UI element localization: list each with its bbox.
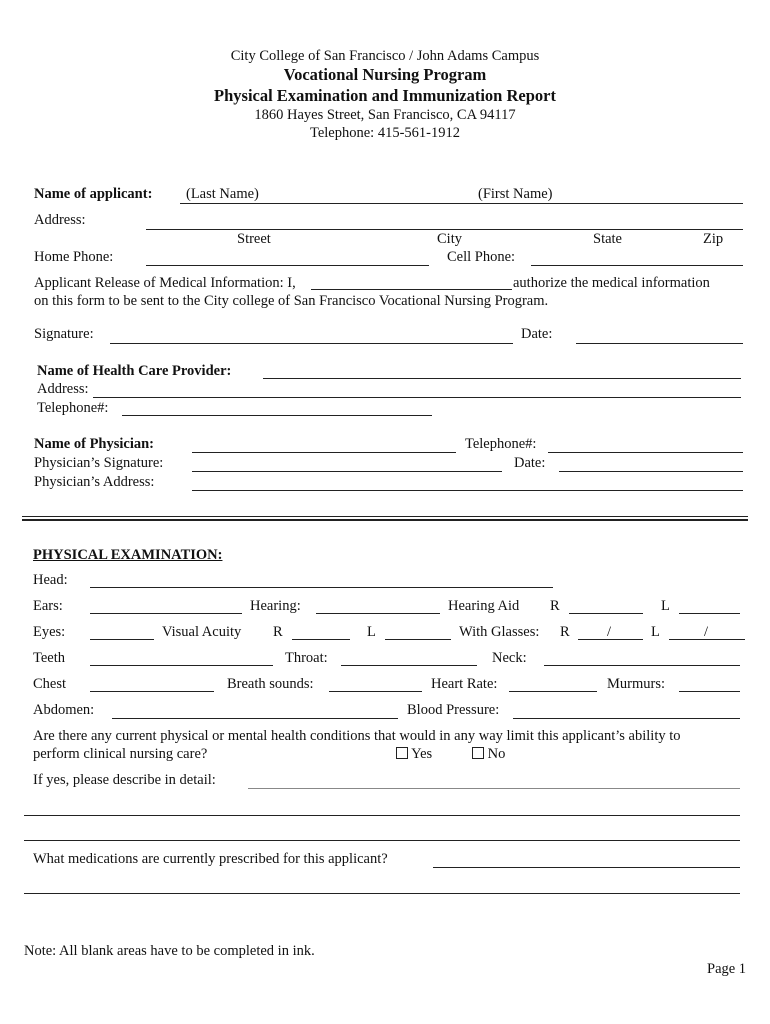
describe-field-line3[interactable]	[24, 840, 740, 841]
section-divider-top	[22, 516, 748, 517]
physician-signature-label: Physician’s Signature:	[34, 455, 164, 471]
describe-label: If yes, please describe in detail:	[33, 772, 216, 788]
visual-acuity-l-field[interactable]	[385, 639, 451, 640]
applicant-address-field[interactable]	[146, 229, 743, 230]
hearing-aid-r-label: R	[550, 598, 560, 614]
no-label: No	[487, 746, 506, 762]
breath-sounds-field[interactable]	[329, 691, 422, 692]
physician-name-label: Name of Physician:	[34, 436, 155, 452]
provider-address-field[interactable]	[93, 397, 741, 398]
zip-hint: Zip	[703, 231, 724, 247]
hearing-label: Hearing:	[250, 598, 301, 614]
applicant-name-label: Name of applicant:	[34, 186, 153, 202]
college-address: 1860 Hayes Street, San Francisco, CA 94117	[254, 107, 516, 123]
yes-label: Yes	[411, 746, 433, 762]
yes-option[interactable]	[396, 747, 432, 762]
medications-label: What medications are currently prescribed for this applicant?	[33, 851, 388, 867]
physician-signature-field[interactable]	[192, 471, 502, 472]
physician-name-field[interactable]	[192, 452, 456, 453]
abdomen-label: Abdomen:	[33, 702, 95, 718]
eyes-label: Eyes:	[33, 624, 66, 640]
throat-label: Throat:	[285, 650, 328, 666]
visual-acuity-r-field[interactable]	[292, 639, 350, 640]
describe-field-line1[interactable]	[248, 788, 740, 789]
heart-rate-field[interactable]	[509, 691, 597, 692]
physician-telephone-label: Telephone#:	[465, 436, 537, 452]
ears-label: Ears:	[33, 598, 63, 614]
footer-note: Note: All blank areas have to be completed in ink.	[24, 943, 315, 959]
signature-date-field[interactable]	[576, 343, 743, 344]
blood-pressure-field[interactable]	[513, 718, 740, 719]
with-glasses-l-label: L	[651, 624, 660, 640]
physician-date-label: Date:	[514, 455, 546, 471]
street-hint: Street	[237, 231, 271, 247]
medications-field-line1[interactable]	[433, 867, 740, 868]
teeth-field[interactable]	[90, 665, 273, 666]
college-telephone: Telephone: 415-561-1912	[310, 125, 460, 141]
head-field[interactable]	[90, 587, 553, 588]
report-title: Physical Examination and Immunization Report	[214, 86, 556, 105]
first-name-hint: (First Name)	[478, 186, 553, 202]
breath-sounds-label: Breath sounds:	[227, 676, 314, 692]
home-phone-field[interactable]	[146, 265, 429, 266]
physician-telephone-field[interactable]	[548, 452, 743, 453]
applicant-address-label: Address:	[34, 212, 86, 228]
provider-telephone-label: Telephone#:	[37, 400, 109, 416]
with-glasses-l-slash: /	[704, 624, 709, 640]
provider-name-label: Name of Health Care Provider:	[37, 363, 232, 379]
blood-pressure-label: Blood Pressure:	[407, 702, 500, 718]
no-option[interactable]	[472, 747, 505, 762]
visual-acuity-r-label: R	[273, 624, 283, 640]
physician-address-label: Physician’s Address:	[34, 474, 155, 490]
visual-acuity-label: Visual Acuity	[162, 624, 242, 640]
with-glasses-r-slash: /	[607, 624, 612, 640]
murmurs-field[interactable]	[679, 691, 740, 692]
physician-date-field[interactable]	[559, 471, 743, 472]
section-divider-bottom	[22, 519, 748, 521]
with-glasses-label: With Glasses:	[459, 624, 540, 640]
abdomen-field[interactable]	[112, 718, 398, 719]
heart-rate-label: Heart Rate:	[431, 676, 498, 692]
medications-field-line2[interactable]	[24, 893, 740, 894]
cell-phone-field[interactable]	[531, 265, 743, 266]
ears-field[interactable]	[90, 613, 242, 614]
release-text-line2: on this form to be sent to the City college of San Francisco Vocational Nursing Program.	[34, 293, 549, 309]
release-name-field[interactable]	[311, 289, 512, 290]
city-hint: City	[437, 231, 462, 247]
neck-field[interactable]	[544, 665, 740, 666]
page-number: Page 1	[707, 961, 747, 977]
chest-label: Chest	[33, 676, 67, 692]
murmurs-label: Murmurs:	[607, 676, 665, 692]
release-text-start: Applicant Release of Medical Information: I,	[34, 275, 296, 291]
signature-date-label: Date:	[521, 326, 553, 342]
chest-field[interactable]	[90, 691, 214, 692]
cell-phone-label: Cell Phone:	[447, 249, 516, 265]
signature-field[interactable]	[110, 343, 513, 344]
program-title: Vocational Nursing Program	[283, 65, 487, 84]
hearing-aid-l-label: L	[661, 598, 670, 614]
throat-field[interactable]	[341, 665, 477, 666]
physician-address-field[interactable]	[192, 490, 743, 491]
conditions-question-line2: perform clinical nursing care?	[33, 746, 208, 762]
applicant-name-field[interactable]	[180, 203, 743, 204]
college-name: City College of San Francisco / John Adams Campus	[230, 48, 540, 64]
release-text-end: authorize the medical information	[513, 275, 710, 291]
head-label: Head:	[33, 572, 68, 588]
exam-section-title: PHYSICAL EXAMINATION:	[33, 547, 223, 563]
hearing-aid-l-field[interactable]	[679, 613, 740, 614]
with-glasses-r-label: R	[560, 624, 570, 640]
hearing-aid-label: Hearing Aid	[448, 598, 520, 614]
no-checkbox[interactable]	[472, 747, 484, 759]
neck-label: Neck:	[492, 650, 527, 666]
hearing-field[interactable]	[316, 613, 440, 614]
provider-address-label: Address:	[37, 381, 89, 397]
last-name-hint: (Last Name)	[186, 186, 259, 202]
visual-acuity-l-label: L	[367, 624, 376, 640]
provider-telephone-field[interactable]	[122, 415, 432, 416]
home-phone-label: Home Phone:	[34, 249, 114, 265]
yes-checkbox[interactable]	[396, 747, 408, 759]
hearing-aid-r-field[interactable]	[569, 613, 643, 614]
describe-field-line2[interactable]	[24, 815, 740, 816]
teeth-label: Teeth	[33, 650, 65, 666]
conditions-question-line1: Are there any current physical or mental health conditions that would in any way limit this applicant’s ability to	[33, 728, 681, 744]
eyes-field[interactable]	[90, 639, 154, 640]
provider-name-field[interactable]	[263, 378, 741, 379]
state-hint: State	[593, 231, 622, 247]
signature-label: Signature:	[34, 326, 94, 342]
